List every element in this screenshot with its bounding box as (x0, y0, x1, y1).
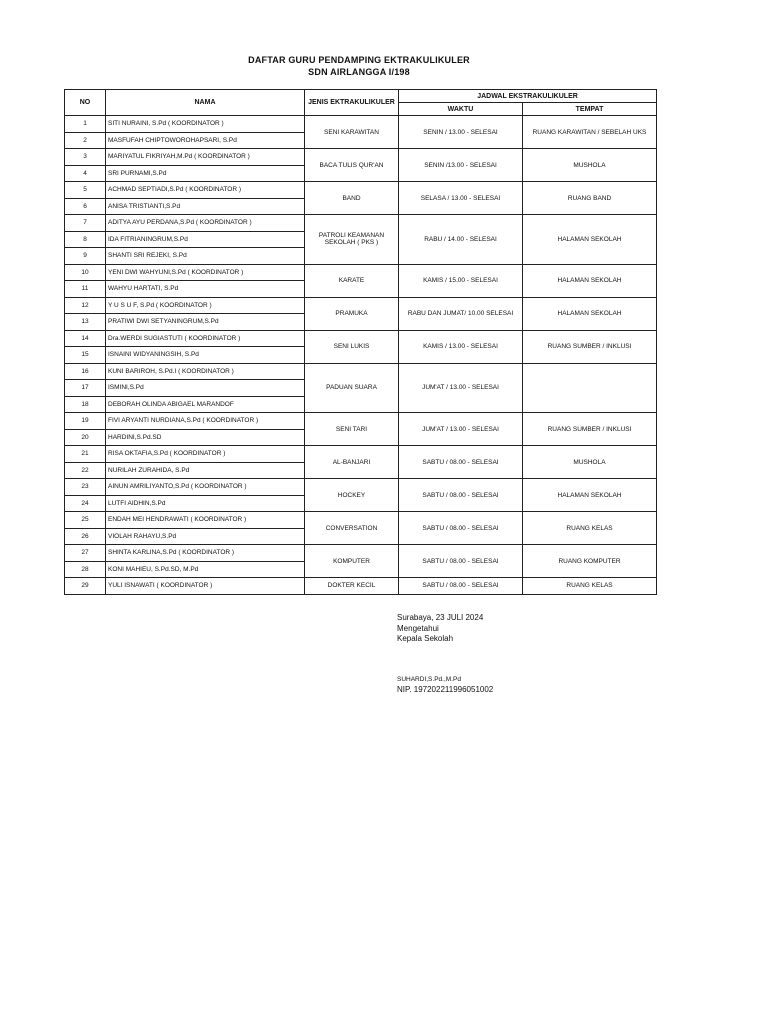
teacher-name: FIVI ARYANTI NURDIANA,S.Pd ( KOORDINATOR ) (106, 413, 305, 430)
activity-name: AL-BANJARI (305, 446, 399, 479)
table-row (65, 512, 657, 529)
table-row (65, 413, 657, 430)
activity-name: CONVERSATION (305, 512, 399, 545)
teacher-name: WAHYU HARTATI, S.Pd (106, 281, 305, 298)
table-row (65, 330, 657, 347)
row-number: 15 (65, 347, 106, 364)
row-number: 6 (65, 198, 106, 215)
header-tempat: TEMPAT (523, 103, 657, 116)
row-number: 14 (65, 330, 106, 347)
table-body (65, 116, 657, 595)
activity-name: BACA TULIS QUR'AN (305, 149, 399, 182)
table-row (65, 578, 657, 595)
row-number: 26 (65, 528, 106, 545)
teacher-name: YULI ISNAWATI ( KOORDINATOR ) (106, 578, 305, 595)
document-title: DAFTAR GURU PENDAMPING EKTRAKULIKULER (248, 55, 470, 65)
schedule-place: RUANG KOMPUTER (523, 545, 657, 578)
table-row (65, 116, 657, 133)
schedule-place: HALAMAN SEKOLAH (523, 215, 657, 265)
row-number: 3 (65, 149, 106, 166)
schedule-place: RUANG KELAS (523, 578, 657, 595)
teacher-name: IDA FITRIANINGRUM,S.Pd (106, 231, 305, 248)
row-number: 28 (65, 561, 106, 578)
table-row (65, 264, 657, 281)
schedule-time: JUM'AT / 13.00 - SELESAI (399, 413, 523, 446)
teacher-name: NURILAH ZURAHIDA, S.Pd (106, 462, 305, 479)
row-number: 18 (65, 396, 106, 413)
row-number: 4 (65, 165, 106, 182)
signature-name: SUHARDI,S.Pd.,M.Pd (397, 676, 461, 683)
row-number: 20 (65, 429, 106, 446)
table-row (65, 446, 657, 463)
teacher-name: ISMINI,S.Pd (106, 380, 305, 397)
schedule-place: HALAMAN SEKOLAH (523, 297, 657, 330)
activity-name: SENI LUKIS (305, 330, 399, 363)
teacher-name: SRI PURNAMI,S.Pd (106, 165, 305, 182)
activity-name: KOMPUTER (305, 545, 399, 578)
teacher-name: LUTFI AIDHIN,S.Pd (106, 495, 305, 512)
schedule-time: SABTU / 08.00 - SELESAI (399, 512, 523, 545)
header-nama: NAMA (106, 90, 305, 116)
row-number: 5 (65, 182, 106, 199)
row-number: 22 (65, 462, 106, 479)
signature-nip: NIP. 197202211996051002 (397, 685, 494, 694)
schedule-place: RUANG KARAWITAN / SEBELAH UKS (523, 116, 657, 149)
signature-place-date: Surabaya, 23 JULI 2024 (397, 613, 484, 622)
schedule-place (523, 363, 657, 413)
table-row (65, 479, 657, 496)
activity-name: BAND (305, 182, 399, 215)
activity-name: DOKTER KECIL (305, 578, 399, 595)
row-number: 13 (65, 314, 106, 331)
teacher-name: SHINTA KARLINA,S.Pd ( KOORDINATOR ) (106, 545, 305, 562)
row-number: 1 (65, 116, 106, 133)
signature-position: Kepala Sekolah (397, 634, 454, 643)
schedule-place: HALAMAN SEKOLAH (523, 479, 657, 512)
schedule-time: KAMIS / 13.00 - SELESAI (399, 330, 523, 363)
teacher-name: Dra.WERDI SUGIASTUTI ( KOORDINATOR ) (106, 330, 305, 347)
schedule-time: SABTU / 08.00 - SELESAI (399, 479, 523, 512)
schedule-time: SABTU / 08.00 - SELESAI (399, 545, 523, 578)
activity-name: PADUAN SUARA (305, 363, 399, 413)
teacher-name: AINUN AMRILIYANTO,S.Pd ( KOORDINATOR ) (106, 479, 305, 496)
teacher-name: SHANTI SRI REJEKI, S.Pd (106, 248, 305, 265)
activity-name: SENI TARI (305, 413, 399, 446)
schedule-time: JUM'AT / 13.00 - SELESAI (399, 363, 523, 413)
schedule-place: RUANG KELAS (523, 512, 657, 545)
teacher-name: ACHMAD SEPTIADI,S.Pd ( KOORDINATOR ) (106, 182, 305, 199)
teacher-name: SITI NURAINI, S.Pd ( KOORDINATOR ) (106, 116, 305, 133)
teacher-schedule-table (64, 89, 657, 595)
teacher-name: ISNAINI WIDYANINGSIH, S.Pd (106, 347, 305, 364)
schedule-time: RABU / 14.00 - SELESAI (399, 215, 523, 265)
activity-name: SENI KARAWITAN (305, 116, 399, 149)
row-number: 16 (65, 363, 106, 380)
schedule-place: MUSHOLA (523, 149, 657, 182)
row-number: 24 (65, 495, 106, 512)
row-number: 11 (65, 281, 106, 298)
teacher-name: MASFUFAH CHIPTOWOROHAPSARI, S.Pd (106, 132, 305, 149)
schedule-place: RUANG SUMBER / INKLUSI (523, 330, 657, 363)
header-jenis: JENIS EKTRAKULIKULER (305, 90, 399, 116)
activity-name: KARATE (305, 264, 399, 297)
header-no: NO (65, 90, 106, 116)
teacher-name: RISA OKTAFIA,S.Pd ( KOORDINATOR ) (106, 446, 305, 463)
row-number: 9 (65, 248, 106, 265)
row-number: 7 (65, 215, 106, 232)
table-row (65, 149, 657, 166)
header-jadwal: JADWAL EKSTRAKULIKULER (399, 90, 657, 103)
teacher-name: MARIYATUL FIKRIYAH,M.Pd ( KOORDINATOR ) (106, 149, 305, 166)
schedule-place: RUANG SUMBER / INKLUSI (523, 413, 657, 446)
row-number: 29 (65, 578, 106, 595)
table-row (65, 215, 657, 232)
row-number: 12 (65, 297, 106, 314)
schedule-place: RUANG BAND (523, 182, 657, 215)
row-number: 2 (65, 132, 106, 149)
row-number: 25 (65, 512, 106, 529)
teacher-name: DEBORAH OLINDA ABIGAEL MARANDOF (106, 396, 305, 413)
activity-name: PRAMUKA (305, 297, 399, 330)
table-row (65, 545, 657, 562)
teacher-name: KONI MAHIEU, S.Pd.SD, M.Pd (106, 561, 305, 578)
schedule-time: RABU DAN JUMAT/ 10.00 SELESAI (399, 297, 523, 330)
teacher-name: HARDINI,S.Pd.SD (106, 429, 305, 446)
row-number: 19 (65, 413, 106, 430)
table-row (65, 182, 657, 199)
schedule-time: SELASA / 13.00 - SELESAI (399, 182, 523, 215)
schedule-time: SENIN /13.00 - SELESAI (399, 149, 523, 182)
schedule-time: SABTU / 08.00 - SELESAI (399, 578, 523, 595)
schedule-place: HALAMAN SEKOLAH (523, 264, 657, 297)
teacher-name: VIOLAH RAHAYU,S.Pd (106, 528, 305, 545)
row-number: 17 (65, 380, 106, 397)
teacher-name: ANISA TRISTIANTI,S.Pd (106, 198, 305, 215)
row-number: 27 (65, 545, 106, 562)
row-number: 8 (65, 231, 106, 248)
schedule-time: KAMIS / 15.00 - SELESAI (399, 264, 523, 297)
teacher-name: PRATIWI DWI SETYANINGRUM,S.Pd (106, 314, 305, 331)
school-name: SDN AIRLANGGA I/198 (308, 67, 410, 77)
header-waktu: WAKTU (399, 103, 523, 116)
signature-acknowledged: Mengetahui (397, 624, 439, 633)
table-row (65, 297, 657, 314)
row-number: 21 (65, 446, 106, 463)
table-row (65, 363, 657, 380)
schedule-place: MUSHOLA (523, 446, 657, 479)
activity-name: PATROLI KEAMANAN SEKOLAH ( PKS ) (305, 215, 399, 265)
row-number: 10 (65, 264, 106, 281)
teacher-name: ADITYA AYU PERDANA,S.Pd ( KOORDINATOR ) (106, 215, 305, 232)
activity-name: HOCKEY (305, 479, 399, 512)
teacher-name: KUNI BARIROH, S.Pd.I ( KOORDINATOR ) (106, 363, 305, 380)
schedule-time: SENIN / 13.00 - SELESAI (399, 116, 523, 149)
teacher-name: Y U S U F, S.Pd ( KOORDINATOR ) (106, 297, 305, 314)
schedule-time: SABTU / 08.00 - SELESAI (399, 446, 523, 479)
teacher-name: ENDAH MEI HENDRAWATI ( KOORDINATOR ) (106, 512, 305, 529)
teacher-name: YENI DWI WAHYUNI,S.Pd ( KOORDINATOR ) (106, 264, 305, 281)
row-number: 23 (65, 479, 106, 496)
